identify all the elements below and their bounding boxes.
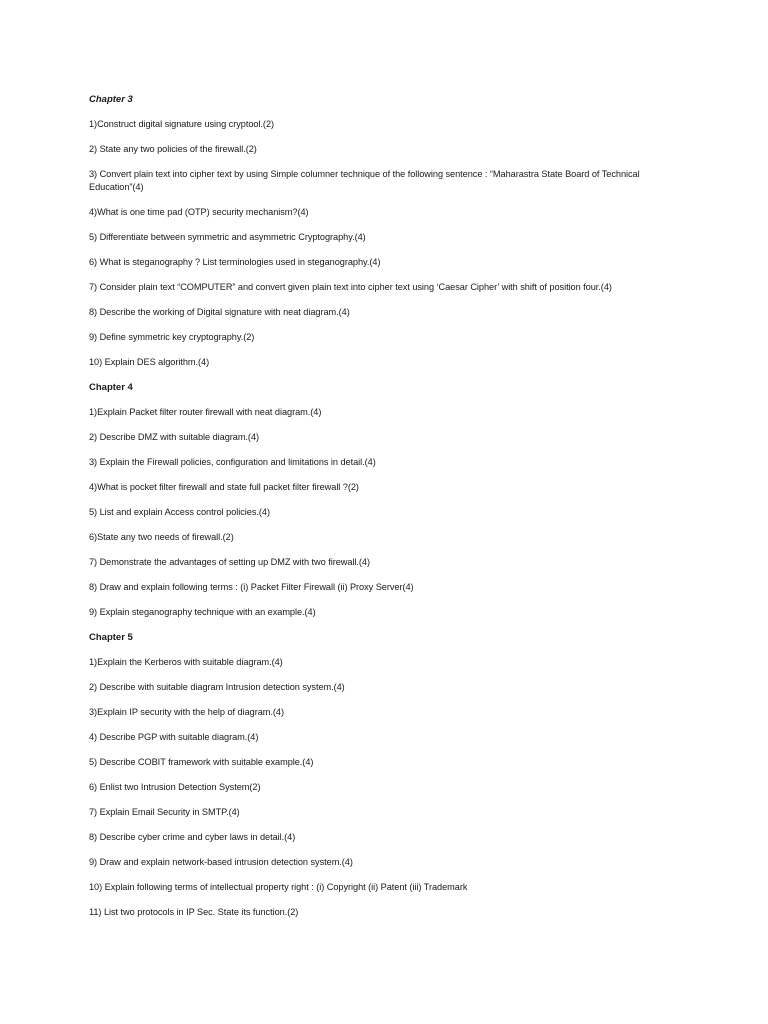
- chapter-5-question-2: 2) Describe with suitable diagram Intrusion detection system.(4): [89, 682, 345, 692]
- chapter-4-question-2: 2) Describe DMZ with suitable diagram.(4): [89, 432, 260, 442]
- chapter-4-question-4: 4)What is pocket filter firewall and state full packet filter firewall ?(2): [89, 482, 359, 492]
- chapter-3-question-5: 5) Differentiate between symmetric and asymmetric Cryptography.(4): [89, 232, 366, 242]
- chapter-5-heading: Chapter 5: [89, 632, 133, 643]
- chapter-4-question-8: 8) Draw and explain following terms : (i) Packet Filter Firewall (ii) Proxy Server(4): [89, 582, 414, 592]
- chapter-5-question-11: 11) List two protocols in IP Sec. State its function.(2): [89, 907, 299, 917]
- chapter-3-question-2: 2) State any two policies of the firewall.(2): [89, 144, 257, 154]
- chapter-3-question-7: 7) Consider plain text “COMPUTER” and convert given plain text into cipher text using ‘Caesar Cipher’ with shift of position four.(4): [89, 282, 612, 292]
- chapter-5-section: [89, 631, 679, 919]
- chapter-4-section: [89, 381, 679, 619]
- chapter-4-question-3: 3) Explain the Firewall policies, configuration and limitations in detail.(4): [89, 457, 376, 467]
- chapter-5-question-10: 10) Explain following terms of intellectual property right : (i) Copyright (ii) Patent (iii) Trademark: [89, 882, 468, 892]
- chapter-3-question-9: 9) Define symmetric key cryptography.(2): [89, 332, 255, 342]
- chapter-3-heading: Chapter 3: [89, 94, 133, 105]
- chapter-4-question-9: 9) Explain steganography technique with an example.(4): [89, 607, 316, 617]
- chapter-5-question-7: 7) Explain Email Security in SMTP.(4): [89, 807, 240, 817]
- chapter-3-question-4: 4)What is one time pad (OTP) security mechanism?(4): [89, 207, 309, 217]
- chapter-3-question-1: 1)Construct digital signature using cryptool.(2): [89, 119, 275, 129]
- chapter-3-question-3: 3) Convert plain text into cipher text by using Simple columner technique of the following sentence : “Maharastra State Board of Technical Education”(4): [89, 169, 640, 192]
- chapter-5-question-4: 4) Describe PGP with suitable diagram.(4): [89, 732, 259, 742]
- chapter-3-question-6: 6) What is steganography ? List terminologies used in steganography.(4): [89, 257, 381, 267]
- chapter-5-question-6: 6) Enlist two Intrusion Detection System(2): [89, 782, 261, 792]
- chapter-4-heading: Chapter 4: [89, 382, 133, 393]
- chapter-5-question-5: 5) Describe COBIT framework with suitable example.(4): [89, 757, 314, 767]
- chapter-4-question-1: 1)Explain Packet filter router firewall with neat diagram.(4): [89, 407, 322, 417]
- document-page: [89, 93, 679, 931]
- chapter-5-question-9: 9) Draw and explain network-based intrusion detection system.(4): [89, 857, 353, 867]
- chapter-5-question-1: 1)Explain the Kerberos with suitable diagram.(4): [89, 657, 283, 667]
- chapter-4-question-7: 7) Demonstrate the advantages of setting up DMZ with two firewall.(4): [89, 557, 370, 567]
- chapter-5-question-3: 3)Explain IP security with the help of diagram.(4): [89, 707, 284, 717]
- chapter-5-question-8: 8) Describe cyber crime and cyber laws in detail.(4): [89, 832, 296, 842]
- chapter-3-section: [89, 93, 679, 369]
- chapter-3-question-10: 10) Explain DES algorithm.(4): [89, 357, 210, 367]
- chapter-3-question-8: 8) Describe the working of Digital signature with neat diagram.(4): [89, 307, 350, 317]
- chapter-4-question-6: 6)State any two needs of firewall.(2): [89, 532, 234, 542]
- chapter-4-question-5: 5) List and explain Access control policies.(4): [89, 507, 270, 517]
